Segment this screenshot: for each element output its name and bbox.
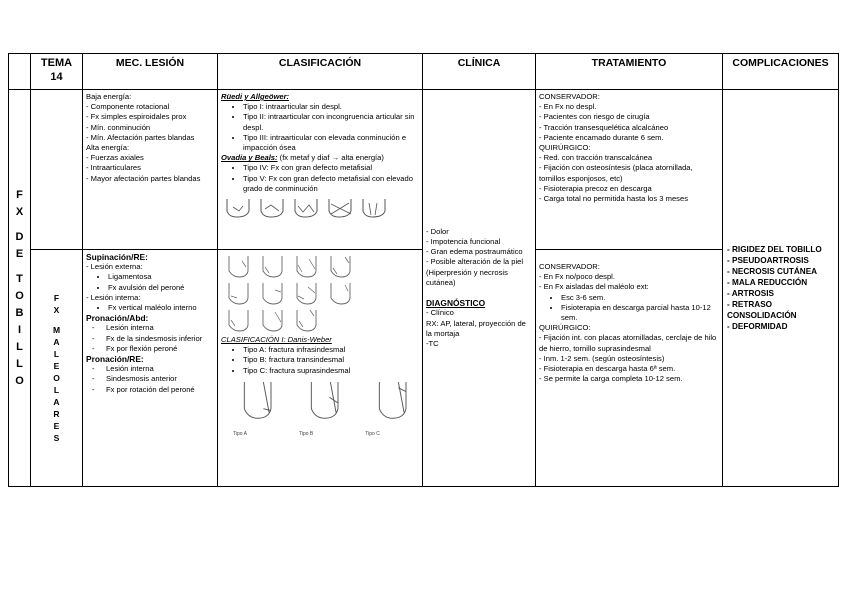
list-item: • Fisioterapia en descarga parcial hasta 10-12 sem. — [561, 303, 719, 323]
header-tratamiento: TRATAMIENTO — [536, 54, 723, 90]
pronacion-abd-list — [86, 323, 214, 354]
ankle-xray-sketch-icon — [325, 282, 355, 306]
weber-c-sketch-icon — [366, 379, 419, 427]
lesion-interna-list — [86, 303, 214, 313]
ankle-sketch-5-icon — [359, 197, 389, 221]
ankle-xray-sketch-icon — [223, 255, 253, 279]
list-item: • Esc 3-6 sem. — [561, 293, 719, 303]
list-item: • Tipo B: fractura transindesmal — [243, 355, 419, 365]
corner-cell — [9, 54, 31, 90]
lesion-externa-list — [86, 272, 214, 292]
mec-lesion-energia: Baja energía: - Componente rotacional - Fx simples espiroidales prox - Mín. conminución - Mín. Afectación partes blandas Alta energía: - Fuerzas axiales - Intraarticulares - Mayor afectación partes blandas — [83, 90, 218, 250]
ankle-xray-sketch-icon — [257, 282, 287, 306]
danis-weber-title: CLASIFICACIÓN I: Danis-Weber — [221, 335, 332, 344]
diagnostico-title: DIAGNÓSTICO — [426, 298, 486, 309]
ankle-xray-sketch-icon — [257, 309, 287, 333]
list-item: - Lesión interna — [106, 323, 214, 333]
clasificacion-pilon — [218, 90, 423, 250]
lauge-sketches-row-2 — [223, 282, 419, 306]
summary-table — [8, 53, 839, 487]
list-item: • Fx avulsión del peroné — [108, 283, 214, 293]
lauge-sketches-row-3 — [223, 309, 419, 333]
header-tema — [31, 54, 83, 90]
pronacion-re-list — [86, 364, 214, 395]
ankle-xray-sketch-icon — [291, 255, 321, 279]
danis-weber-labels: Tipo A Tipo B Tipo C — [233, 430, 380, 437]
mec-lesion-maleolares: Supinación/RE: - Lesión externa: • Ligamentosa • Fx avulsión del peroné - Lesión interna: • Fx vertical maléolo interno Pronación/Abd: - Lesión interna - Fx de la sindesmosis inferior - Fx por flexión peroné Pronación/RE: - Lesión interna - Sindesmosis anterior - Fx por rotación del peroné — [83, 250, 218, 487]
ovadia-title-line: Ovadia y Beals: (fx metaf y diaf → alta energía) — [221, 153, 384, 163]
list-item: - Lesión interna — [106, 364, 214, 374]
list-item: • Tipo IV: Fx con gran defecto metafisial — [243, 163, 419, 173]
pronacion-re-title: Pronación/RE: — [86, 354, 144, 365]
quirurgico-title: QUIRÚRGICO: — [539, 143, 591, 153]
baja-energia-title: Baja energía: — [86, 92, 132, 101]
ovadia-list — [221, 163, 419, 194]
tema-blank-cell — [31, 90, 83, 250]
header-complicaciones: COMPLICACIONES — [723, 54, 839, 90]
tratamiento-pilon: CONSERVADOR: - En Fx no despl. - Pacientes con riesgo de cirugía - Tracción transesquelética alcalcáneo - Paciente encamado durante 6 sem. QUIRÚRGICO: - Red. con tracción transcalcánea - Fijación con osteosíntesis (placa atornillada, tornillos esponjosos, etc) - Fisioterapia precoz en descarga - Carga total no permitida hasta los 3 meses — [536, 90, 723, 250]
danis-weber-list — [221, 345, 419, 376]
conservador-title: CONSERVADOR: — [539, 92, 600, 101]
vertical-title-fx-de-tobillo: F X D E T O B I L L O — [9, 90, 31, 487]
ankle-sketch-2-icon — [257, 197, 287, 221]
vertical-title-fx-maleolares: F X M A L E O L A R E S — [31, 250, 83, 487]
list-item: • Tipo C: fractura suprasindesmal — [243, 366, 419, 376]
list-item: - Fx de la sindesmosis inferior — [106, 334, 214, 344]
header-tema-number: 14 — [50, 71, 63, 83]
maleolo-ext-list — [539, 293, 719, 324]
clasificacion-maleolares — [218, 250, 423, 487]
ankle-sketch-3-icon — [291, 197, 321, 221]
list-item: • Tipo III: intraarticular con elevada conminución e impacción ósea — [243, 133, 419, 153]
header-clinica: CLÍNICA — [423, 54, 536, 90]
ankle-xray-sketch-icon — [223, 282, 253, 306]
ankle-sketch-1-icon — [223, 197, 253, 221]
ankle-xray-sketch-icon — [325, 255, 355, 279]
ruedi-title: Rüedi y Allgeöwer: — [221, 92, 290, 101]
supinacion-title: Supinación/RE: — [86, 252, 148, 262]
pilon-sketches-row — [223, 197, 419, 221]
list-item: • Tipo II: intraarticular con incongruencia articular sin despl. — [243, 112, 419, 132]
list-item: • Tipo I: intraarticular sin despl. — [243, 102, 419, 112]
ankle-xray-sketch-icon — [291, 282, 321, 306]
quirurgico-title: QUIRÚRGICO: — [539, 323, 591, 333]
ankle-xray-sketch-icon — [223, 309, 253, 333]
header-clasificacion: CLASIFICACIÓN — [218, 54, 423, 90]
header-tema-label: TEMA — [40, 57, 73, 69]
alta-energia-title: Alta energía: — [86, 143, 130, 153]
ankle-xray-sketch-icon — [257, 255, 287, 279]
complicaciones-cell: - RIGIDEZ DEL TOBILLO - PSEUDOARTROSIS - NECROSIS CUTÁNEA - MALA REDUCCIÓN - ARTROSIS - RETRASO CONSOLIDACIÓN - DEFORMIDAD — [723, 90, 839, 487]
ankle-sketch-4-icon — [325, 197, 355, 221]
clinica-cell: - Dolor - Impotencia funcional - Gran edema postraumático - Posible alteración de la piel (Hiperpresión y necrosis cutánea) DIAGNÓSTICO - Clínico RX: AP, lateral, proyección de la mortaja -TC — [423, 90, 536, 487]
list-item: - Fx por flexión peroné — [106, 344, 214, 354]
pronacion-abd-title: Pronación/Abd: — [86, 313, 149, 324]
conservador-title: CONSERVADOR: — [539, 262, 600, 271]
header-mec-lesion: MEC. LESIÓN — [83, 54, 218, 90]
tratamiento-maleolares: CONSERVADOR: - En Fx no/poco despl. - En Fx aisladas del maléolo ext: • Esc 3-6 sem. • Fisioterapia en descarga parcial hasta 10-12 sem. QUIRÚRGICO: - Fijación int. con placas atornilladas, cerclaje de hilo de hierro, tornillo suprasindesmal - Inm. 1-2 sem. (según osteosíntesis) - Fisioterapia en descarga hasta 6ª sem. - Se permite la carga completa 10-12 sem. — [536, 250, 723, 487]
lauge-sketches-row-1 — [223, 255, 419, 279]
list-item: - Fx por rotación del peroné — [106, 385, 214, 395]
list-item: • Tipo A: fractura infrasindesmal — [243, 345, 419, 355]
list-item: • Tipo V: Fx con gran defecto metafisial con elevado grado de conminución — [243, 174, 419, 194]
list-item: - Sindesmosis anterior — [106, 374, 214, 384]
ruedi-list — [221, 102, 419, 153]
list-item: • Fx vertical maléolo interno — [108, 303, 214, 313]
weber-b-sketch-icon — [298, 379, 351, 427]
list-item: • Ligamentosa — [108, 272, 214, 282]
ankle-xray-sketch-icon — [291, 309, 321, 333]
danis-weber-sketches — [231, 379, 419, 427]
weber-a-sketch-icon — [231, 379, 284, 427]
